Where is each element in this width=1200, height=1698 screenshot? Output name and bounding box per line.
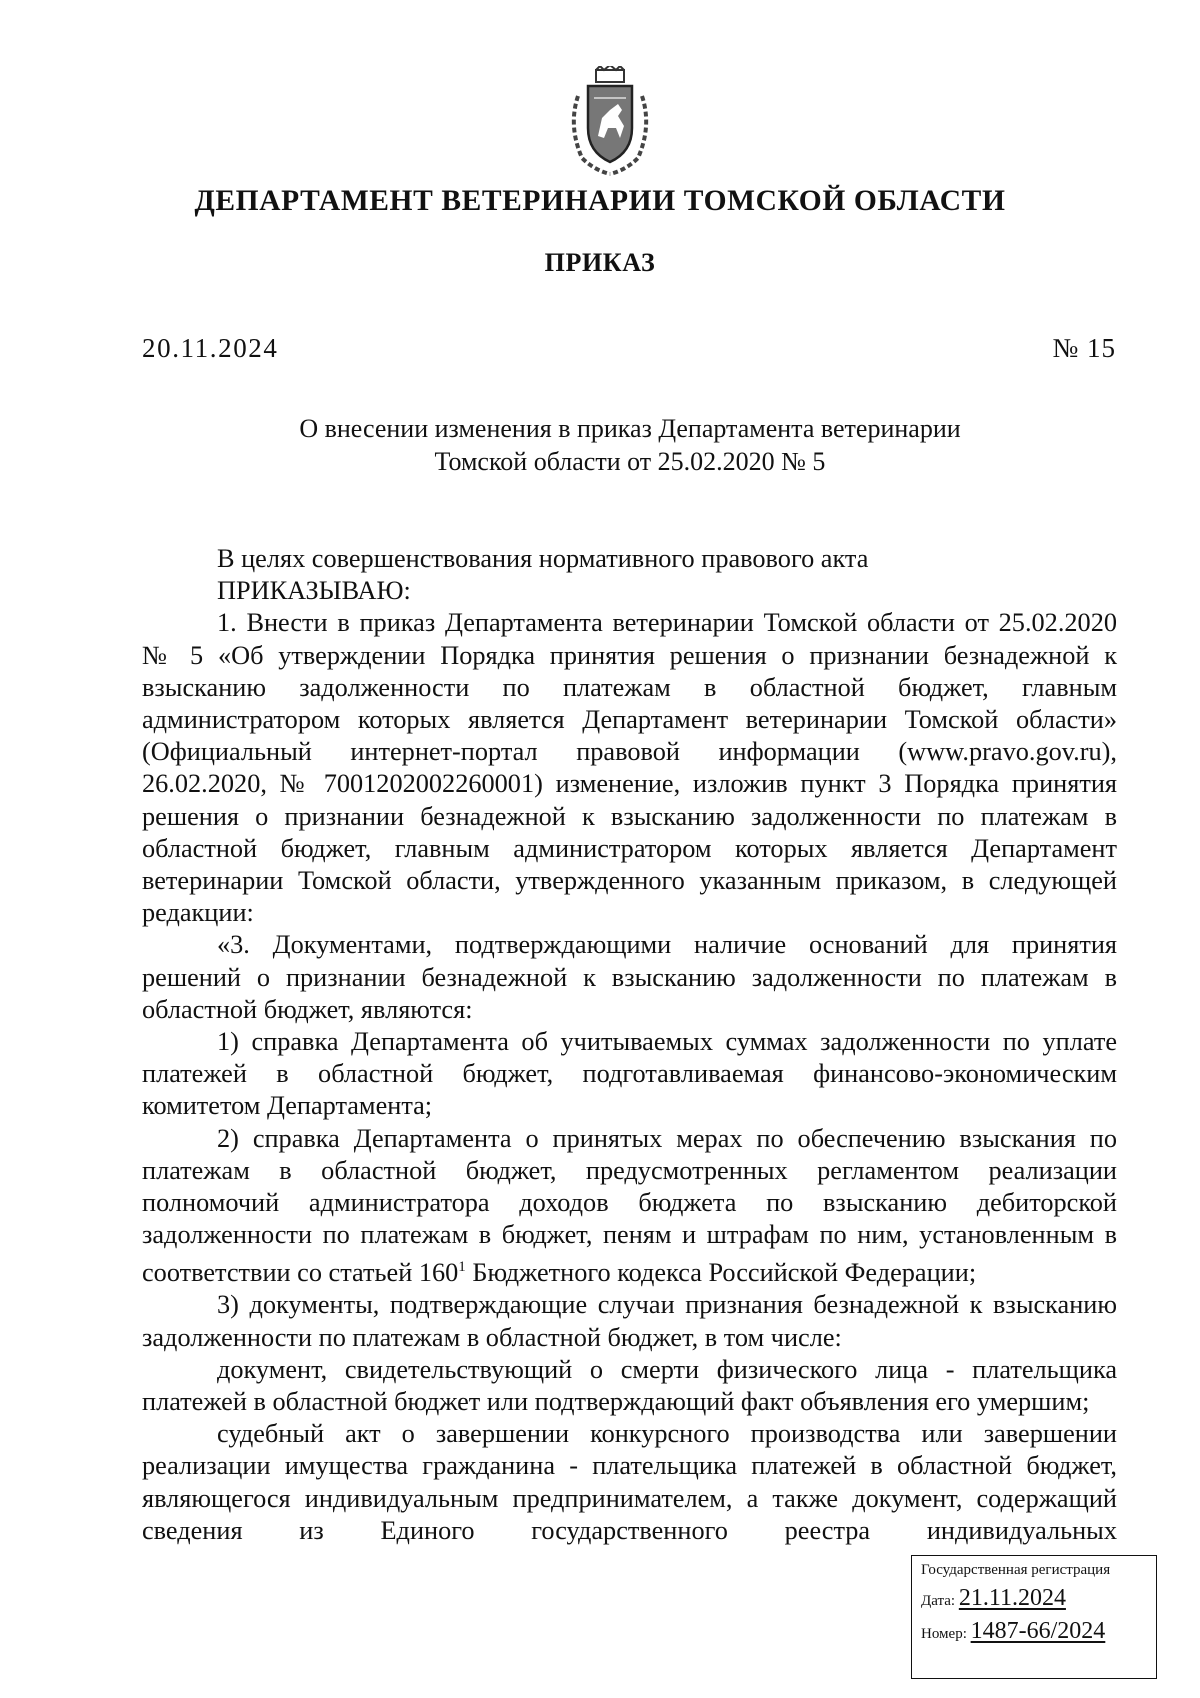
body-paragraph: документ, свидетельствующий о смерти физического лица - плательщика платежей в областной бюджет или подтверждающий факт объявления его умершим; [142,1354,1117,1417]
order-subject [0,412,1200,478]
body-paragraph: 1) справка Департамента об учитываемых суммах задолженности по уплате платежей в областной бюджет, подготавливаемая финансово-экономическим комитетом Департамента; [142,1027,1117,1121]
subject-line-1: О внесении изменения в приказ Департамента ветеринарии [299,414,961,443]
registration-date-value: 21.11.2024 [958,1585,1066,1611]
body-text: Бюджетного кодекса Российской Федерации; [465,1258,977,1288]
registration-stamp [911,1555,1157,1679]
body-paragraph: 1. Внести в приказ Департамента ветеринарии Томской области от 25.02.2020 № 5 «Об утверждении Порядка принятия решения о признании безнадежной к взысканию задолженности по платежам в областной бюджет, главным администратором которых является Департамент ветеринарии Томской области» (Официальный интернет-портал правовой информации (www.pravo.gov.ru), 26.02.2020, № 7001202002260001) изменение, изложив пункт 3 Порядка принятия решения о признании безнадежной к взысканию задолженности по платежам в областной бюджет, главным администратором которых является Департамент ветеринарии Томской области, утвержденного указанным приказом, в следующей редакции: [142,608,1117,928]
registration-number-value: 1487-66/2024 [970,1618,1106,1644]
body-paragraph: ПРИКАЗЫВАЮ: [217,576,411,606]
registration-title: Государственная регистрация [921,1562,1111,1578]
department-name: ДЕПАРТАМЕНТ ВЕТЕРИНАРИИ ТОМСКОЙ ОБЛАСТИ [194,185,1006,217]
registration-date-label: Дата: [921,1593,956,1609]
order-number: № 15 [1052,333,1116,363]
order-date: 20.11.2024 [142,333,279,363]
superscript: 1 [458,1259,466,1276]
body-paragraph: судебный акт о завершении конкурсного производства или завершении реализации имущества гражданина - плательщика платежей в областной бюджет, являющегося индивидуальным предпринимателем, а также документ, содержащий сведения из Единого государственного реестра индивидуальных [142,1419,1117,1545]
subject-line-2: Томской области от 25.02.2020 № 5 [434,447,826,476]
body-text: 2) справка Департамента о принятых мерах по обеспечению взыскания по платежам в областной бюджет, предусмотренных регламентом реализации полномочий администратора доходов бюджета по взысканию дебиторской задолженности по платежам в бюджет, пеням и штрафам по ним, установленным в соответствии со статьей 160 [142,1123,1117,1288]
body-paragraph: В целях совершенствования нормативного правового акта [217,544,869,573]
registration-number-row [921,1618,1156,1645]
registration-date-row [921,1585,1156,1612]
document-type: ПРИКАЗ [544,248,656,277]
order-body [142,543,1117,1547]
body-paragraph: «3. Документами, подтверждающими наличие оснований для принятия решений о признании безнадежной к взысканию задолженности по платежам в областной бюджет, являются: [142,930,1117,1024]
body-paragraph: 3) документы, подтверждающие случаи признания безнадежной к взысканию задолженности по платежам в областной бюджет, в том числе: [142,1290,1117,1352]
registration-number-label: Номер: [921,1626,967,1642]
body-paragraph [142,1123,1117,1290]
tomsk-coat-of-arms-icon [564,66,656,178]
